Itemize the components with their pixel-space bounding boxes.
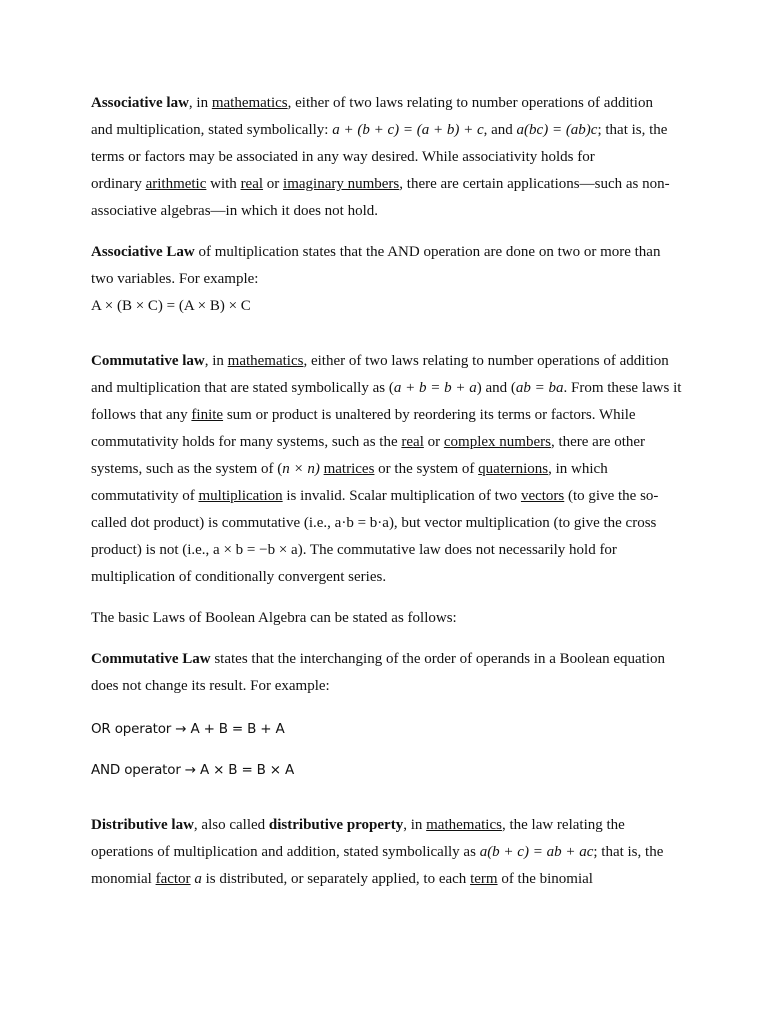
paragraph-distributive-law — [91, 812, 691, 893]
text: , the law relating the — [501, 817, 625, 833]
formula: a(b + c) = ab + ac — [479, 844, 594, 860]
spacer — [91, 225, 691, 239]
formula-line — [91, 293, 691, 320]
link-term[interactable]: term — [470, 871, 498, 887]
text: The basic Laws of Boolean Algebra can be stated as follows: — [91, 610, 457, 626]
formula: a + b = b + a — [393, 380, 477, 396]
text: sum or product is unaltered by reordering its terms or factors. While — [223, 407, 636, 423]
text-line — [91, 839, 691, 866]
formula: a + (b + c) = (a + b) + c — [332, 122, 484, 138]
link-mathematics[interactable]: mathematics — [227, 353, 304, 369]
text: systems, such as the system of ( — [91, 461, 283, 477]
link-real[interactable]: real — [401, 434, 424, 450]
link-mathematics[interactable]: mathematics — [211, 95, 288, 111]
link-mathematics[interactable]: mathematics — [426, 817, 502, 833]
spacer — [91, 743, 691, 757]
spacer — [91, 591, 691, 605]
text: . From these laws it — [563, 380, 682, 396]
link-factor[interactable]: factor — [155, 871, 191, 887]
text: or — [423, 434, 444, 450]
text: or the system of — [374, 461, 479, 477]
formula: A × (B × C) = (A × B) × C — [91, 298, 251, 314]
text: does not change its result. For example: — [91, 678, 330, 694]
paragraph-commutative-law — [91, 348, 691, 591]
term-heading: Commutative law — [91, 353, 205, 369]
text: with — [206, 176, 241, 192]
text: , and — [483, 122, 517, 138]
text-line — [91, 510, 691, 537]
text-line — [91, 402, 691, 429]
text: or — [263, 176, 284, 192]
text: states that the interchanging of the order of operands in a Boolean equation — [210, 651, 666, 667]
text-line — [91, 144, 691, 171]
text: , there are other — [550, 434, 646, 450]
formula-line-and — [91, 757, 691, 784]
text: operations of multiplication and addition, stated symbolically as — [91, 844, 480, 860]
link-arithmetic[interactable]: arithmetic — [145, 176, 207, 192]
text: product) is not (i.e., a × b = −b × a). The commutative law does not necessarily hold for — [91, 542, 617, 558]
link-real[interactable]: real — [240, 176, 264, 192]
text: associative algebras—in which it does not hold. — [91, 203, 379, 219]
text-line — [91, 537, 691, 564]
text: terms or factors may be associated in any way desired. While associativity holds for — [91, 149, 595, 165]
text: of the binomial — [497, 871, 593, 887]
text-line — [91, 90, 691, 117]
text-line — [91, 348, 691, 375]
text-line — [91, 198, 691, 225]
text: and multiplication that are stated symbolically as ( — [91, 380, 394, 396]
formula: OR operator → A + B = B + A — [91, 721, 285, 737]
link-vectors[interactable]: vectors — [520, 488, 565, 504]
text-line — [91, 812, 691, 839]
text: , either of two laws relating to number operations of addition — [287, 95, 653, 111]
spacer — [91, 784, 691, 812]
text: , also called — [193, 817, 269, 833]
text-line — [91, 375, 691, 402]
term-heading: Associative Law — [91, 244, 195, 260]
link-matrices[interactable]: matrices — [323, 461, 375, 477]
text-line — [91, 117, 691, 144]
formula: ab = ba — [515, 380, 564, 396]
text-line — [91, 866, 691, 893]
paragraph-boolean-intro — [91, 605, 691, 632]
text: called dot product) is commutative (i.e., a·b = b·a), but vector multiplication (to give the cross — [91, 515, 657, 531]
text: (to give the so- — [564, 488, 659, 504]
text: , in — [403, 817, 427, 833]
text-line — [91, 456, 691, 483]
text: and multiplication, stated symbolically: — [91, 122, 333, 138]
formula: a — [194, 871, 202, 887]
text: ordinary — [91, 176, 146, 192]
link-complex-numbers[interactable]: complex numbers — [443, 434, 551, 450]
text-line — [91, 605, 691, 632]
text: monomial — [91, 871, 156, 887]
document-page — [91, 90, 691, 893]
paragraph-commutative-law-boolean — [91, 646, 691, 784]
text: follows that any — [91, 407, 192, 423]
text-line — [91, 266, 691, 293]
text: ) and ( — [476, 380, 516, 396]
text: , in which — [548, 461, 608, 477]
link-finite[interactable]: finite — [191, 407, 224, 423]
text-line — [91, 564, 691, 591]
formula: AND operator → A × B = B × A — [91, 762, 295, 778]
text: , either of two laws relating to number operations of addition — [303, 353, 669, 369]
term-heading-alt: distributive property — [268, 817, 404, 833]
formula: n × n) — [282, 461, 320, 477]
paragraph-associative-law-boolean — [91, 239, 691, 320]
text: ; that is, the — [593, 844, 664, 860]
text-line — [91, 239, 691, 266]
formula-line-or — [91, 716, 691, 743]
text: is distributed, or separately applied, to each — [201, 871, 471, 887]
text: commutativity of — [91, 488, 199, 504]
formula: a(bc) = (ab)c — [516, 122, 598, 138]
text: two variables. For example: — [91, 271, 259, 287]
text: is invalid. Scalar multiplication of two — [282, 488, 521, 504]
link-quaternions[interactable]: quaternions — [478, 461, 549, 477]
paragraph-associative-law — [91, 90, 691, 225]
text: , there are certain applications—such as non- — [399, 176, 670, 192]
text: ; that is, the — [597, 122, 668, 138]
text-line — [91, 646, 691, 673]
spacer — [91, 632, 691, 646]
term-heading: Associative law — [91, 95, 189, 111]
text: commutativity holds for many systems, such as the — [91, 434, 402, 450]
text: , in — [204, 353, 228, 369]
spacer — [91, 700, 691, 716]
text: , in — [188, 95, 212, 111]
term-heading: Distributive law — [91, 817, 194, 833]
spacer — [91, 320, 691, 348]
text: multiplication of conditionally convergent series. — [91, 569, 387, 585]
text-line — [91, 429, 691, 456]
text-line — [91, 673, 691, 700]
text-line — [91, 171, 691, 198]
term-heading: Commutative Law — [91, 651, 211, 667]
link-imaginary-numbers[interactable]: imaginary numbers — [283, 176, 400, 192]
link-multiplication[interactable]: multiplication — [198, 488, 283, 504]
text: of multiplication states that the AND operation are done on two or more than — [194, 244, 661, 260]
text-line — [91, 483, 691, 510]
